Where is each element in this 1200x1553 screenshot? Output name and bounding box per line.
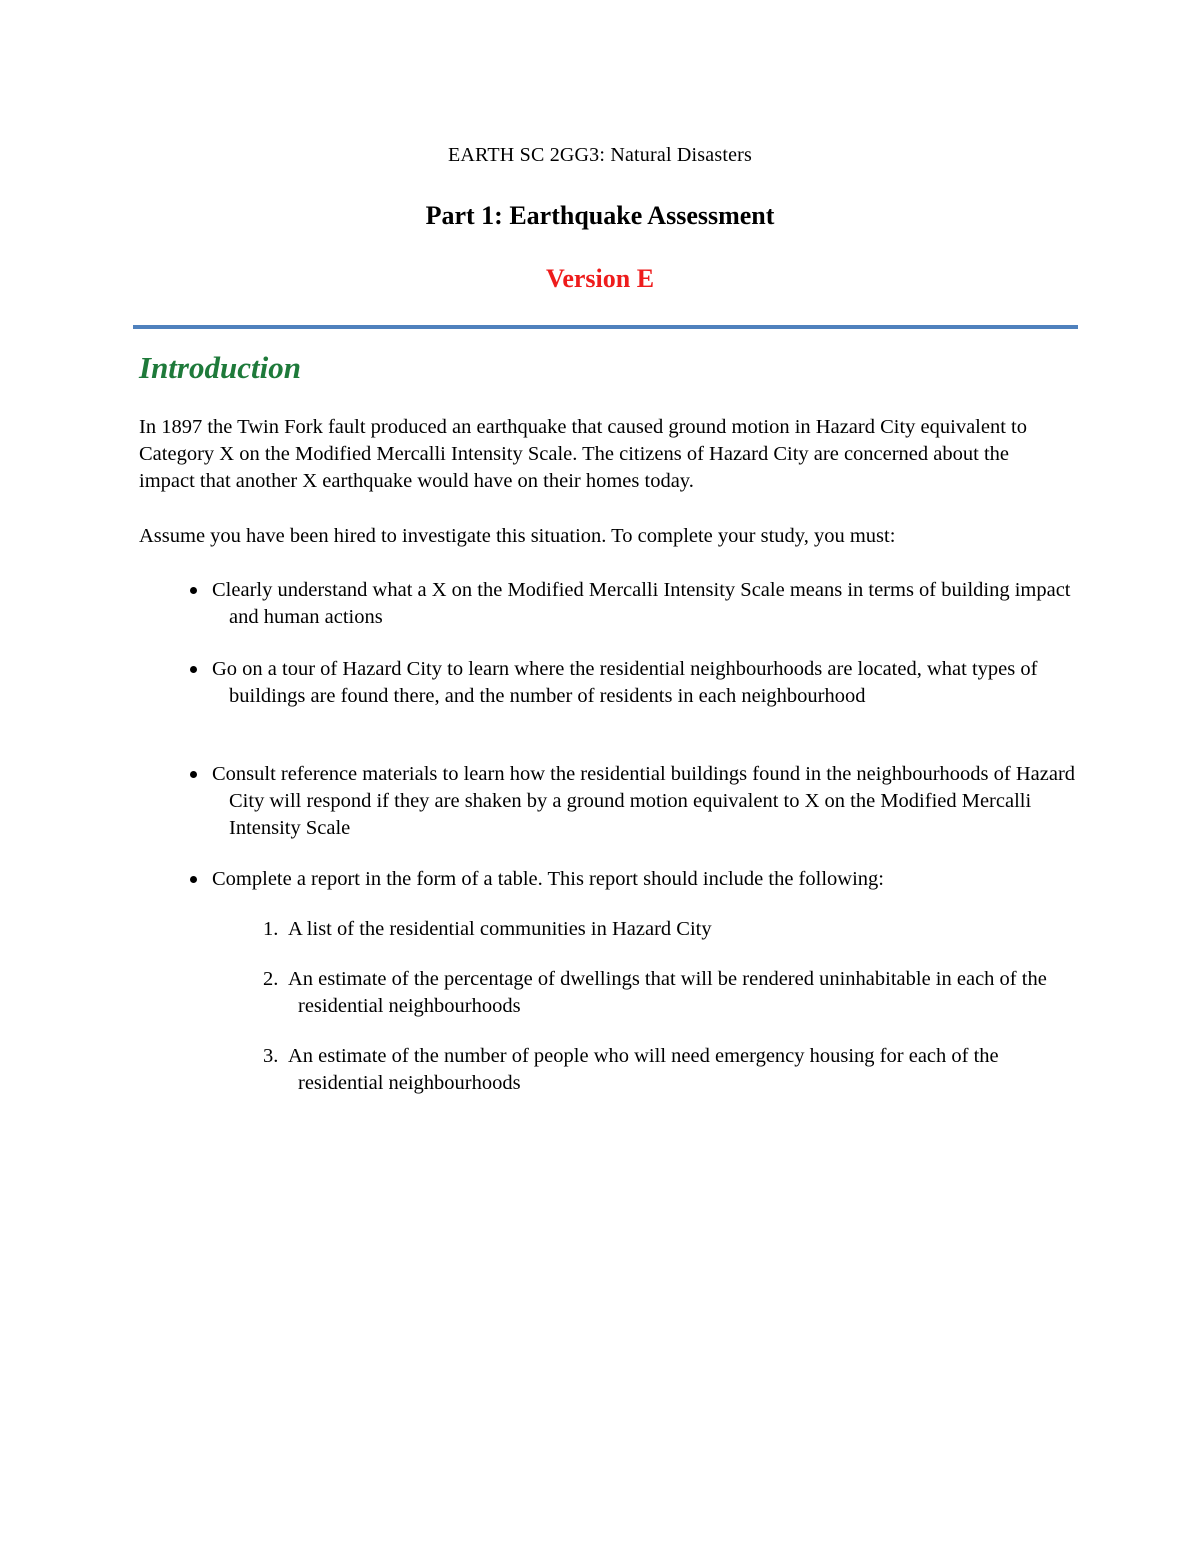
bullet-item-4: Complete a report in the form of a table. This report should include the following:: [212, 868, 884, 890]
numbered-item-1: A list of the residential communities in Hazard City: [288, 918, 712, 940]
numbered-label-3: 3.: [263, 1045, 279, 1067]
numbered-item-2: An estimate of the percentage of dwellings that will be rendered uninhabitable in each of the residential neighbourhoods: [288, 968, 1047, 1017]
horizontal-rule: [133, 325, 1078, 329]
bullet-icon: [190, 771, 197, 778]
course-title: EARTH SC 2GG3: Natural Disasters: [447, 144, 753, 166]
section-heading-introduction: Introduction: [139, 350, 301, 385]
bullet-item-2: Go on a tour of Hazard City to learn where the residential neighbourhoods are located, what types of buildings are found there, and the number of residents in each neighbourhood: [212, 658, 1038, 707]
part-title: Part 1: Earthquake Assessment: [425, 201, 775, 230]
bullet-icon: [190, 666, 197, 673]
numbered-label-2: 2.: [263, 968, 279, 990]
intro-paragraph-2: Assume you have been hired to investigate this situation. To complete your study, you must:: [139, 525, 896, 547]
numbered-label-1: 1.: [263, 918, 279, 940]
numbered-item-3: An estimate of the number of people who will need emergency housing for each of the residential neighbourhoods: [288, 1045, 999, 1094]
bullet-icon: [190, 587, 197, 594]
bullet-icon: [190, 876, 197, 883]
version-label: Version E: [545, 264, 655, 293]
bullet-item-1: Clearly understand what a X on the Modified Mercalli Intensity Scale means in terms of building impact and human actions: [212, 579, 1071, 628]
bullet-item-3: Consult reference materials to learn how the residential buildings found in the neighbourhoods of Hazard City will respond if they are shaken by a ground motion equivalent to X on the Modified Mercalli Intensity Scale: [212, 763, 1076, 839]
intro-paragraph-1: In 1897 the Twin Fork fault produced an earthquake that caused ground motion in Hazard City equivalent to Category X on the Modified Mercalli Intensity Scale. The citizens of Hazard City are concerned about the impact that another X earthquake would have on their homes today.: [139, 416, 1027, 492]
